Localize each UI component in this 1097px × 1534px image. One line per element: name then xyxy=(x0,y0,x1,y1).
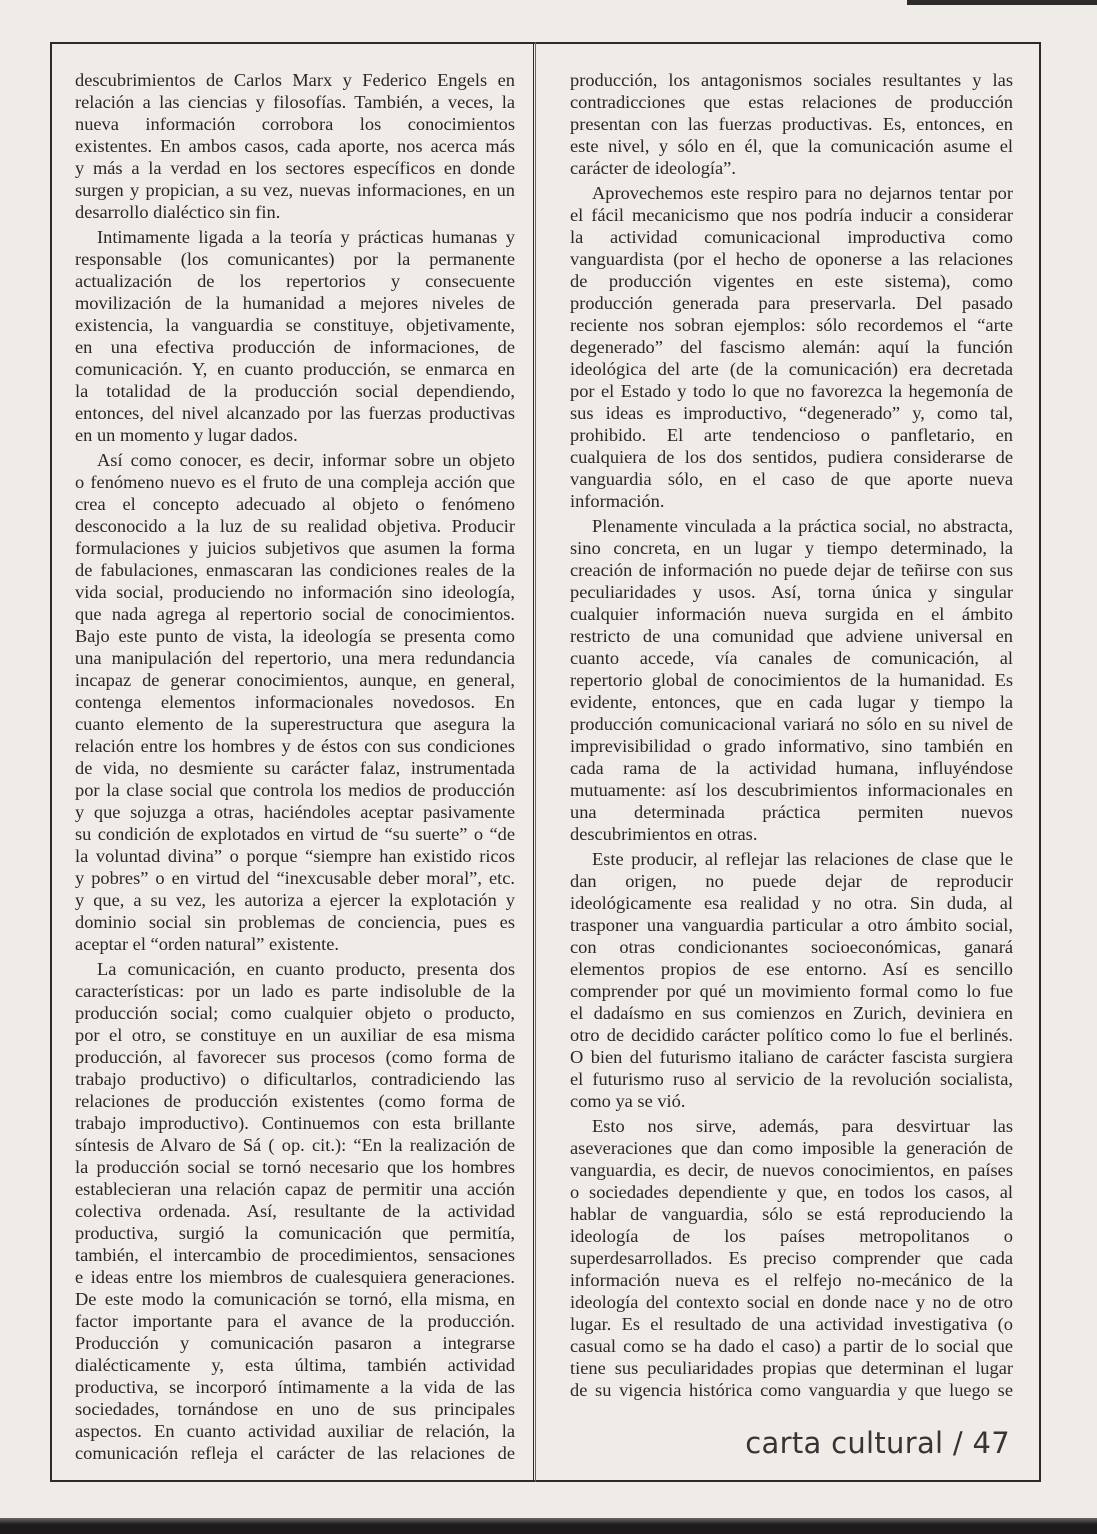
text-line: De este modo la comunicación se tornó, ella misma, en xyxy=(75,1289,515,1309)
text-line: desarrollo dialéctico sin fin. xyxy=(75,202,281,222)
text-line: La comunicación, en cuanto producto, presenta dos xyxy=(97,959,515,979)
text-line: aspectos. En cuanto actividad auxiliar de relación, la xyxy=(75,1421,515,1441)
text-line: síntesis de Alvaro de Sá ( op. cit.): “En la realización de xyxy=(75,1135,515,1155)
text-line: como ya se vió. xyxy=(570,1091,686,1111)
text-line: vanguardia, es decir, de nuevos conocimientos, en países xyxy=(570,1160,1013,1180)
text-line: Así como conocer, es decir, informar sobre un objeto xyxy=(97,450,515,470)
text-line: trasponer una vanguardia particular a otro ámbito social, xyxy=(570,915,1013,935)
text-line: cualquiera de los dos sentidos, pudiera considerarse de xyxy=(570,447,1013,467)
text-line: trabajo productivo) o dificultarlos, contradiciendo las xyxy=(75,1069,515,1089)
text-line: aseveraciones que dan como imposible la generación de xyxy=(570,1138,1013,1158)
text-line: hablar de vanguardia, sólo se está reproduciendo la xyxy=(570,1204,1013,1224)
text-line: en un momento y lugar dados. xyxy=(75,425,298,445)
text-line: el dadaísmo en sus comienzos en Zurich, deviniera en xyxy=(570,1003,1013,1023)
text-line: de producción vigentes en este sistema), como xyxy=(570,271,1013,291)
text-line: ideológica del arte (de la comunicación) era decretada xyxy=(570,359,1013,379)
text-line: formulaciones y juicios subjetivos que asumen la forma xyxy=(75,538,515,558)
text-line: Aprovechemos este respiro para no dejarnos tentar por xyxy=(592,183,1013,203)
column-divider xyxy=(533,42,536,1482)
text-line: por la clase social que controla los medios de producción xyxy=(75,780,515,800)
text-line: dan origen, no puede dejar de reproducir xyxy=(570,871,1013,891)
text-line: dialécticamente y, esta última, también actividad xyxy=(75,1355,515,1375)
text-line: de vida, no desmiente su carácter falaz, instrumentada xyxy=(75,758,515,778)
text-line: casual como se ha dado el caso) a partir de lo social que xyxy=(570,1336,1013,1356)
text-line: producción comunicacional variará no sólo en su nivel de xyxy=(570,714,1013,734)
text-line: relación entre los hombres y de éstos con sus condiciones xyxy=(75,736,515,756)
text-line: vanguardista (por el hecho de oponerse a las relaciones xyxy=(570,249,1013,269)
text-line: evidente, entonces, que en cada lugar y tiempo la xyxy=(570,692,1013,712)
text-line: ideología de los países metropolitanos o xyxy=(570,1226,1013,1246)
text-line: peculiaridades y usos. Así, torna única y singular xyxy=(570,582,1013,602)
text-line: comunicación refleja el carácter de las relaciones de xyxy=(75,1443,515,1463)
text-line: mutuamente: así los descubrimientos informacionales en xyxy=(570,780,1013,800)
text-line: crea el concepto adecuado al objeto o fenómeno xyxy=(75,494,515,514)
text-line: características: por un lado es parte indisoluble de la xyxy=(75,981,515,1001)
text-line: ideología del contexto social en donde nace y no de otro xyxy=(570,1292,1013,1312)
text-line: también, el intercambio de procedimientos, sensaciones xyxy=(75,1245,515,1265)
text-line: la producción social se tornó necesario que los hombres xyxy=(75,1157,515,1177)
paragraph xyxy=(75,449,515,955)
text-line: movilización de la humanidad a mejores niveles de xyxy=(75,293,515,313)
text-line: sus ideas es improductivo, “degenerado” y, como tal, xyxy=(570,403,1013,423)
text-line: creación de información no puede dejar de teñirse con sus xyxy=(570,560,1013,580)
text-line: relación a las ciencias y filosofías. También, a veces, la xyxy=(75,92,515,112)
text-line: descubrimientos de Carlos Marx y Federico Engels en xyxy=(75,70,515,90)
text-line: Plenamente vinculada a la práctica social, no abstracta, xyxy=(592,516,1013,536)
text-line: contenga elementos informacionales novedosos. En xyxy=(75,692,515,712)
left-column xyxy=(75,69,515,1467)
text-line: otro de decidido carácter político como lo fue el berlinés. xyxy=(570,1025,1013,1045)
paragraph xyxy=(75,69,515,223)
text-line: por el Estado y todo lo que no favorezca la hegemonía de xyxy=(570,381,1013,401)
text-line: con otras condicionantes socioeconómicas, ganará xyxy=(570,937,1013,957)
text-line: elementos propios de ese entorno. Así es sencillo xyxy=(570,959,1013,979)
text-line: producción generada para preservarla. Del pasado xyxy=(570,293,1013,313)
right-column xyxy=(570,69,1013,1404)
text-line: productiva, se incorporó íntimamente a la vida de las xyxy=(75,1377,515,1397)
text-line: incapaz de generar conocimientos, aunque, en general, xyxy=(75,670,515,690)
paragraph xyxy=(570,1115,1013,1401)
text-line: responsable (los comunicantes) por la permanente xyxy=(75,249,515,269)
paragraph xyxy=(570,848,1013,1112)
text-line: de fabulaciones, enmascaran las condiciones reales de la xyxy=(75,560,515,580)
text-line: una determinada práctica permiten nuevos xyxy=(570,802,1013,822)
text-line: el fácil mecanicismo que nos podría inducir a considerar xyxy=(570,205,1013,225)
text-line: relaciones de producción existentes (como forma de xyxy=(75,1091,515,1111)
text-line: cuanto elemento de la superestructura que asegura la xyxy=(75,714,515,734)
text-line: restricto de una comunidad que adviene universal en xyxy=(570,626,1013,646)
text-line: O bien del futurismo italiano de carácter fascista surgiera xyxy=(570,1047,1013,1067)
text-line: de su vigencia histórica como vanguardia y que luego se xyxy=(570,1380,1013,1400)
text-line: información nueva es el relfejo no-mecánico de la xyxy=(570,1270,1013,1290)
text-line: dominio social sin problemas de conciencia, pues es xyxy=(75,912,515,932)
text-line: desconocido a la luz de su realidad objetiva. Producir xyxy=(75,516,515,536)
text-line: nueva información corrobora los conocimientos xyxy=(75,114,515,134)
text-line: imprevisibilidad o grado informativo, sino también en xyxy=(570,736,1013,756)
text-line: ideológicamente esa realidad y no otra. Sin duda, al xyxy=(570,893,1013,913)
text-line: prohibido. El arte tendencioso o panfletario, en xyxy=(570,425,1013,445)
text-line: establecieran una relación capaz de permitir una acción xyxy=(75,1179,515,1199)
text-line: comprender por qué un movimiento formal como lo fue xyxy=(570,981,1013,1001)
text-line: vanguardia sólo, en el caso de que aporte nueva xyxy=(570,469,1013,489)
text-line: e ideas entre los miembros de cualesquiera generaciones. xyxy=(75,1267,515,1287)
text-line: vida social, produciendo no información sino ideología, xyxy=(75,582,515,602)
paragraph xyxy=(570,69,1013,179)
text-line: superdesarrollados. Es preciso comprender que cada xyxy=(570,1248,1013,1268)
text-line: descubrimientos en otras. xyxy=(570,824,758,844)
text-line: degenerado” del fascismo alemán: aquí la función xyxy=(570,337,1013,357)
text-line: cada rama de la actividad humana, influyéndose xyxy=(570,758,1013,778)
text-line: Bajo este punto de vista, la ideología se presenta como xyxy=(75,626,515,646)
text-line: aceptar el “orden natural” existente. xyxy=(75,934,339,954)
text-line: reciente nos sobran ejemplos: sólo recordemos el “arte xyxy=(570,315,1013,335)
text-line: trabajo improductivo). Continuemos con esta brillante xyxy=(75,1113,515,1133)
text-line: su condición de explotados en virtud de “su suerte” o “de xyxy=(75,824,515,844)
text-line: comunicación. Y, en cuanto producción, se enmarca en xyxy=(75,359,515,379)
text-line: contradicciones que estas relaciones de producción xyxy=(570,92,1013,112)
text-line: y que sojuzga a otras, haciéndoles aceptar pasivamente xyxy=(75,802,515,822)
text-line: existentes. En ambos casos, cada aporte, nos acerca más xyxy=(75,136,515,156)
text-line: que nada agrega al repertorio social de conocimientos. xyxy=(75,604,515,624)
text-line: Esto nos sirve, además, para desvirtuar las xyxy=(592,1116,1013,1136)
text-line: repertorio global de conocimientos de la humanidad. Es xyxy=(570,670,1013,690)
text-line: o fenómeno nuevo es el fruto de una compleja acción que xyxy=(75,472,515,492)
paragraph xyxy=(75,226,515,446)
paragraph xyxy=(75,958,515,1464)
text-line: o sociedades dependiente y que, en todos los casos, al xyxy=(570,1182,1013,1202)
text-line: cualquier información nueva surgida en el ámbito xyxy=(570,604,1013,624)
text-line: la actividad comunicacional improductiva como xyxy=(570,227,1013,247)
text-line: carácter de ideología”. xyxy=(570,158,736,178)
text-line: en una efectiva producción de informaciones, de xyxy=(75,337,515,357)
text-line: sociedades, tornándose en uno de sus principales xyxy=(75,1399,515,1419)
text-line: tiene sus peculiaridades propias que determinan el lugar xyxy=(570,1358,1013,1378)
text-line: este nivel, y sólo en él, que la comunicación asume el xyxy=(570,136,1013,156)
text-line: producción, al favorecer sus procesos (como forma de xyxy=(75,1047,515,1067)
scan-edge-top xyxy=(907,0,1097,5)
text-line: productiva, surgió la comunicación que permitía, xyxy=(75,1223,515,1243)
text-line: información. xyxy=(570,491,665,511)
text-line: cuanto accede, vía canales de comunicación, al xyxy=(570,648,1013,668)
text-line: la voluntad divina” o porque “siempre han existido ricos xyxy=(75,846,515,866)
text-line: actualización de los repertorios y consecuente xyxy=(75,271,515,291)
paragraph xyxy=(570,515,1013,845)
text-line: Producción y comunicación pasaron a integrarse xyxy=(75,1333,515,1353)
text-line: surgen y propician, a su vez, nuevas informaciones, en un xyxy=(75,180,515,200)
text-line: y más a la verdad en los sectores específicos en donde xyxy=(75,158,515,178)
text-line: por el otro, se constituye en un auxiliar de esa misma xyxy=(75,1025,515,1045)
paragraph xyxy=(570,182,1013,512)
text-line: y pobres” o en virtud del “inexcusable deber moral”, etc. xyxy=(75,868,515,888)
text-line: colectiva ordenada. Así, resultante de la actividad xyxy=(75,1201,515,1221)
text-line: el futurismo ruso al servicio de la revolución socialista, xyxy=(570,1069,1013,1089)
text-line: producción, los antagonismos sociales resultantes y las xyxy=(570,70,1013,90)
text-line: entonces, del nivel alcanzado por las fuerzas productivas xyxy=(75,403,515,423)
text-line: producción social; como cualquier objeto o producto, xyxy=(75,1003,515,1023)
text-line: lugar. Es el resultado de una actividad investigativa (o xyxy=(570,1314,1013,1334)
text-line: y que, a su vez, les autoriza a ejercer la explotación y xyxy=(75,890,515,910)
text-line: Este producir, al reflejar las relaciones de clase que le xyxy=(592,849,1013,869)
text-line: factor importante para el avance de la producción. xyxy=(75,1311,515,1331)
text-line: presentan con las fuerzas productivas. Es, entonces, en xyxy=(570,114,1013,134)
scan-edge-bottom xyxy=(0,1518,1097,1534)
text-line: Intimamente ligada a la teoría y prácticas humanas y xyxy=(97,227,515,247)
text-line: existencia, la vanguardia se constituye, objetivamente, xyxy=(75,315,515,335)
text-line: una manipulación del repertorio, una mera redundancia xyxy=(75,648,515,668)
text-line: sino concreta, en un lugar y tiempo determinado, la xyxy=(570,538,1013,558)
text-line: la totalidad de la producción social dependiendo, xyxy=(75,381,515,401)
page-footer-folio: carta cultural / 47 xyxy=(745,1426,1010,1460)
